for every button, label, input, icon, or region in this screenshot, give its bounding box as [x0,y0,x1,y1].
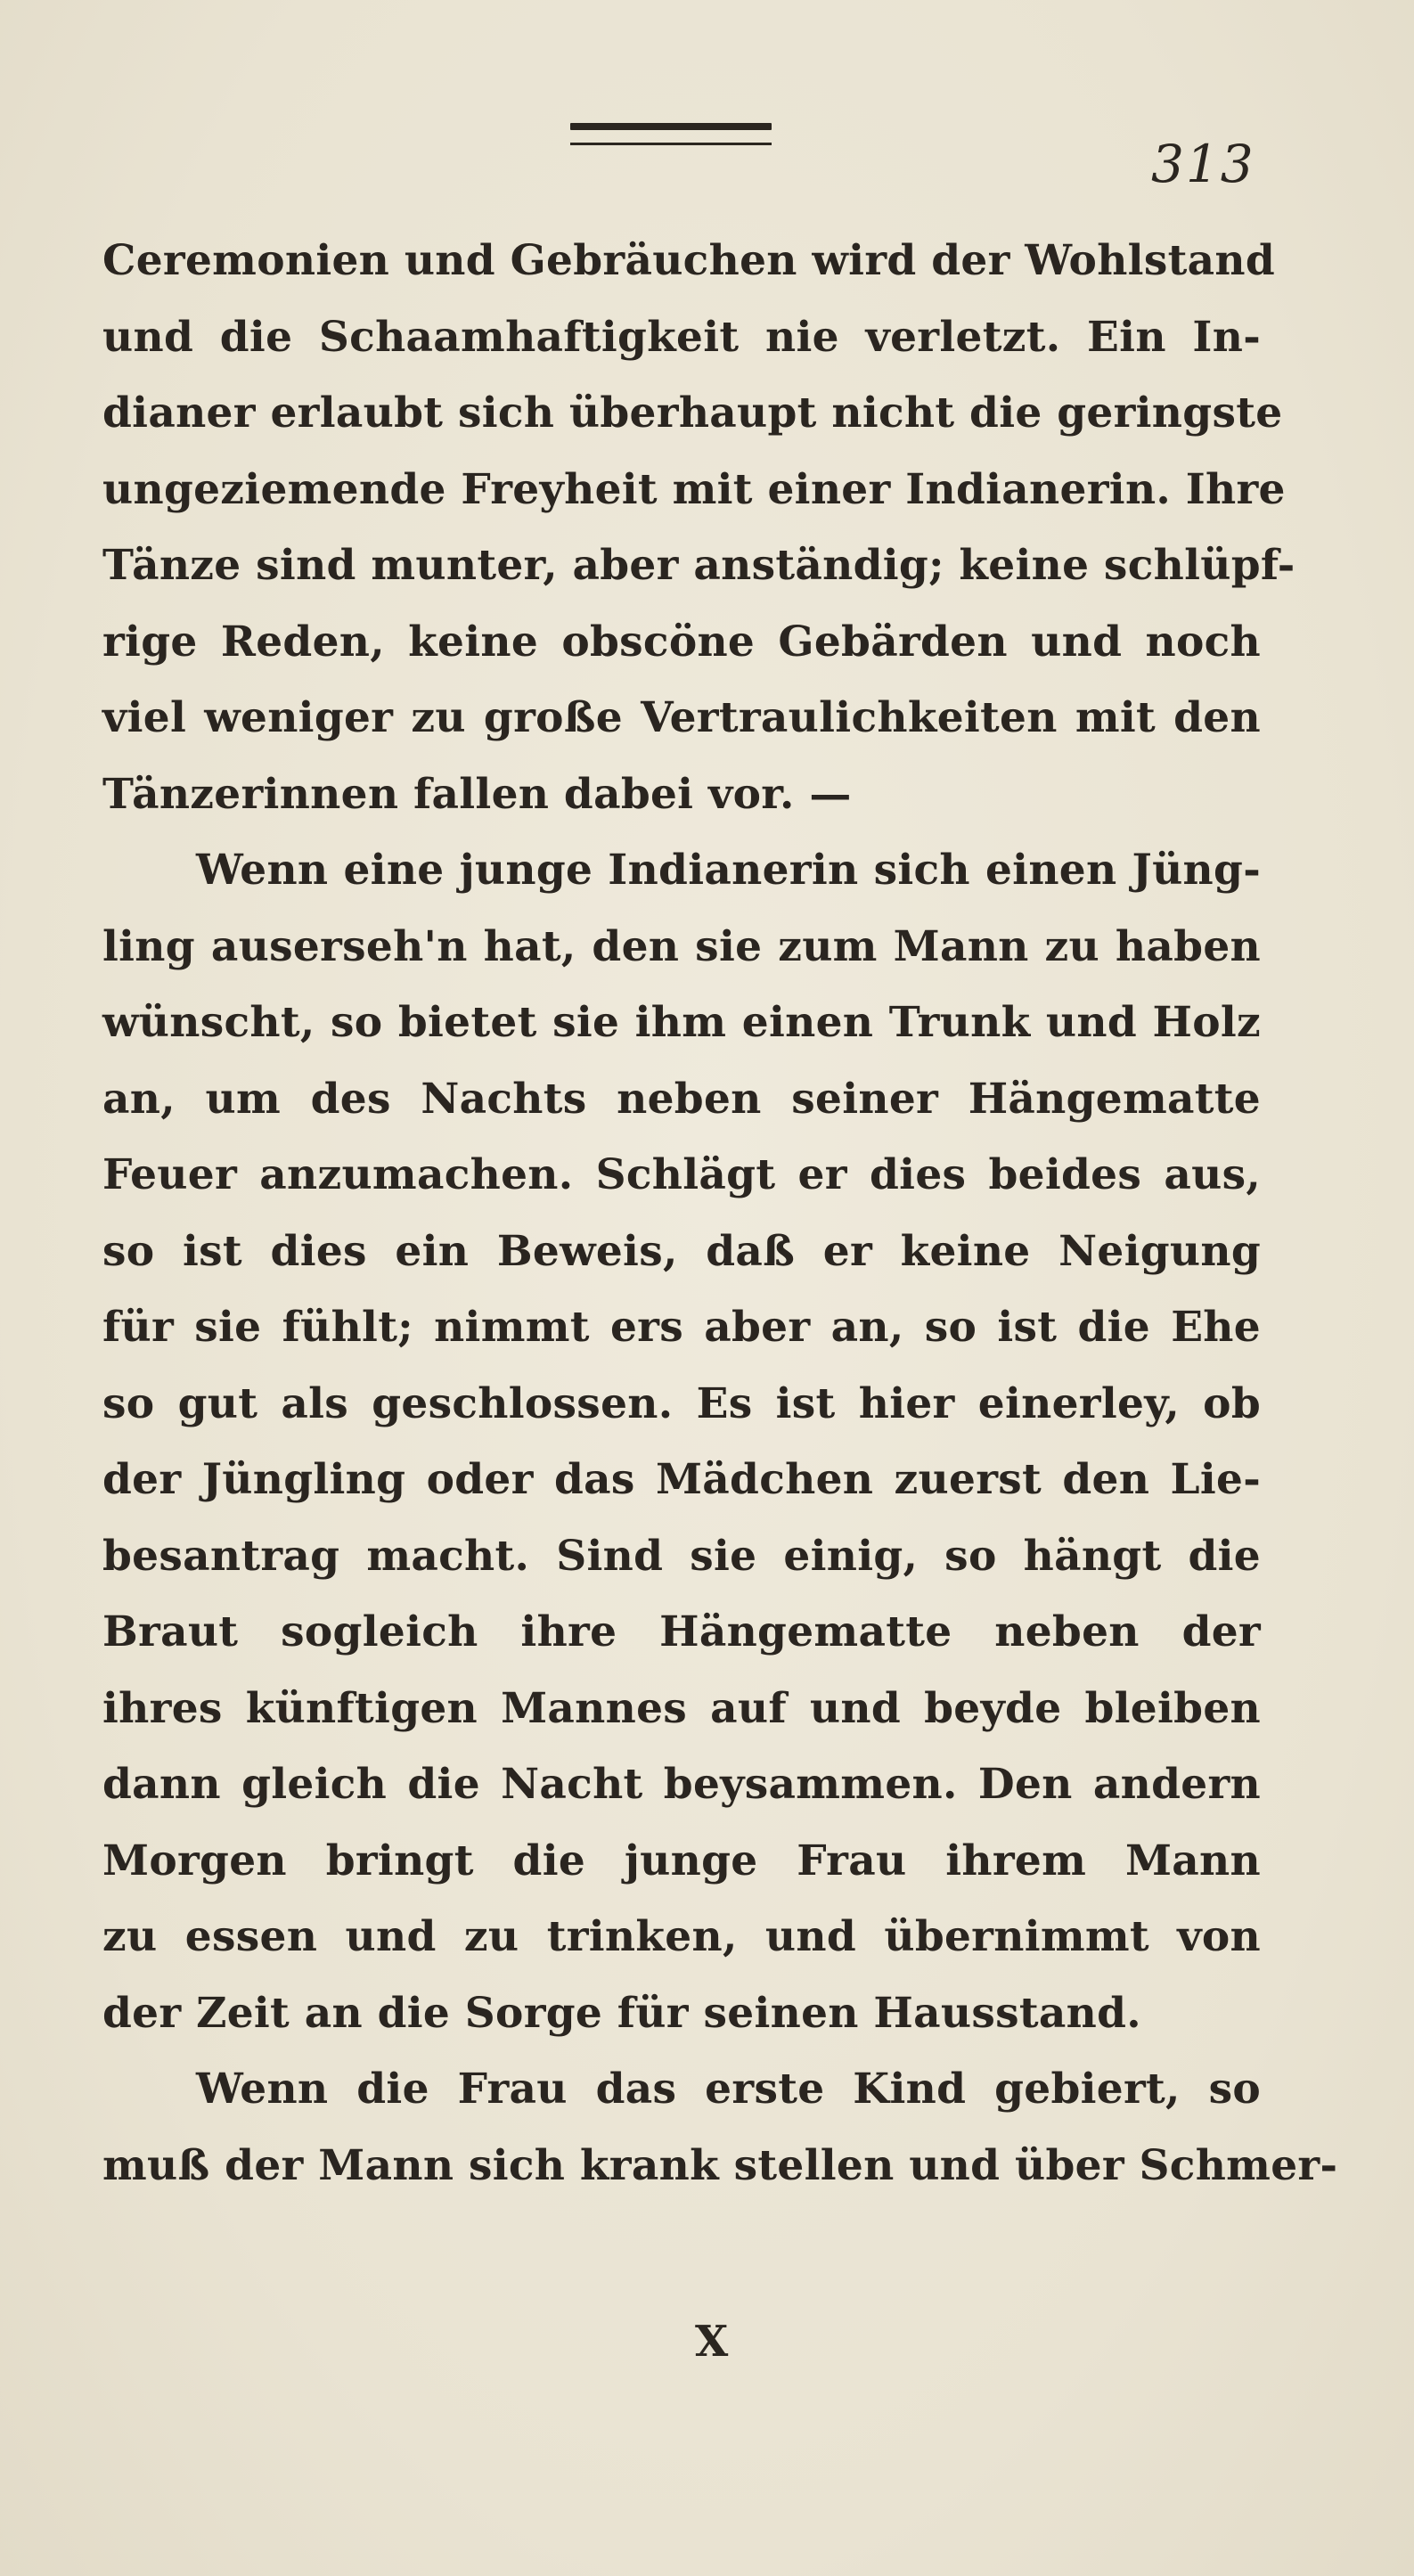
text-line: ungeziemende Freyheit mit einer Indianerin. Ihre [102,464,1286,514]
text-line: Tänzerinnen fallen dabei vor. — [102,769,852,819]
text-line: Tänze sind munter, aber anständig; keine schlüpf- [102,541,1295,590]
text-line: Wenn die Frau das erste Kind gebiert, so [196,2065,1261,2114]
header-rule-thin [570,143,772,145]
text-line: Feuer anzumachen. Schlägt er dies beides aus, [102,1150,1261,1199]
text-line: so gut als geschlossen. Es ist hier einerley, ob [102,1378,1261,1428]
body-text [102,223,1338,2204]
text-line: dann gleich die Nacht beysammen. Den andern [102,1760,1261,1809]
text-line: ihres künftigen Mannes auf und beyde bleiben [102,1683,1261,1733]
text-line: der Jüngling oder das Mädchen zuerst den Lie- [102,1455,1261,1504]
text-line: ling auserseh'n hat, den sie zum Mann zu haben [102,921,1261,971]
text-line: Wenn eine junge Indianerin sich einen Jüng- [196,846,1261,895]
text-line: für sie fühlt; nimmt ers aber an, so ist die Ehe [102,1303,1261,1352]
text-line: wünscht, so bietet sie ihm einen Trunk und Holz [102,998,1261,1047]
text-line: rige Reden, keine obscöne Gebärden und noch [102,617,1261,666]
text-line: an, um des Nachts neben seiner Hängematte [102,1074,1261,1124]
text-line: Braut sogleich ihre Hängematte neben der [102,1607,1261,1656]
text-line: Ceremonien und Gebräuchen wird der Wohlstand [102,236,1275,285]
text-line: besantrag macht. Sind sie einig, so hängt die [102,1531,1261,1581]
text-line: muß der Mann sich krank stellen und über Schmer- [102,2140,1338,2190]
header-rule [570,123,772,130]
text-line: Morgen bringt die junge Frau ihrem Mann [102,1836,1261,1885]
text-line: der Zeit an die Sorge für seinen Hausstand. [102,1988,1141,2038]
text-line: dianer erlaubt sich überhaupt nicht die geringste [102,388,1283,438]
text-line: so ist dies ein Beweis, daß er keine Neigung [102,1226,1261,1276]
text-line: zu essen und zu trinken, und übernimmt von [102,1912,1261,1961]
page-number: 313 [1151,134,1255,194]
text-line: viel weniger zu große Vertraulichkeiten mit den [102,693,1261,742]
text-line: und die Schaamhaftigkeit nie verletzt. Ein In- [102,312,1261,362]
signature-mark: X [695,2317,729,2367]
